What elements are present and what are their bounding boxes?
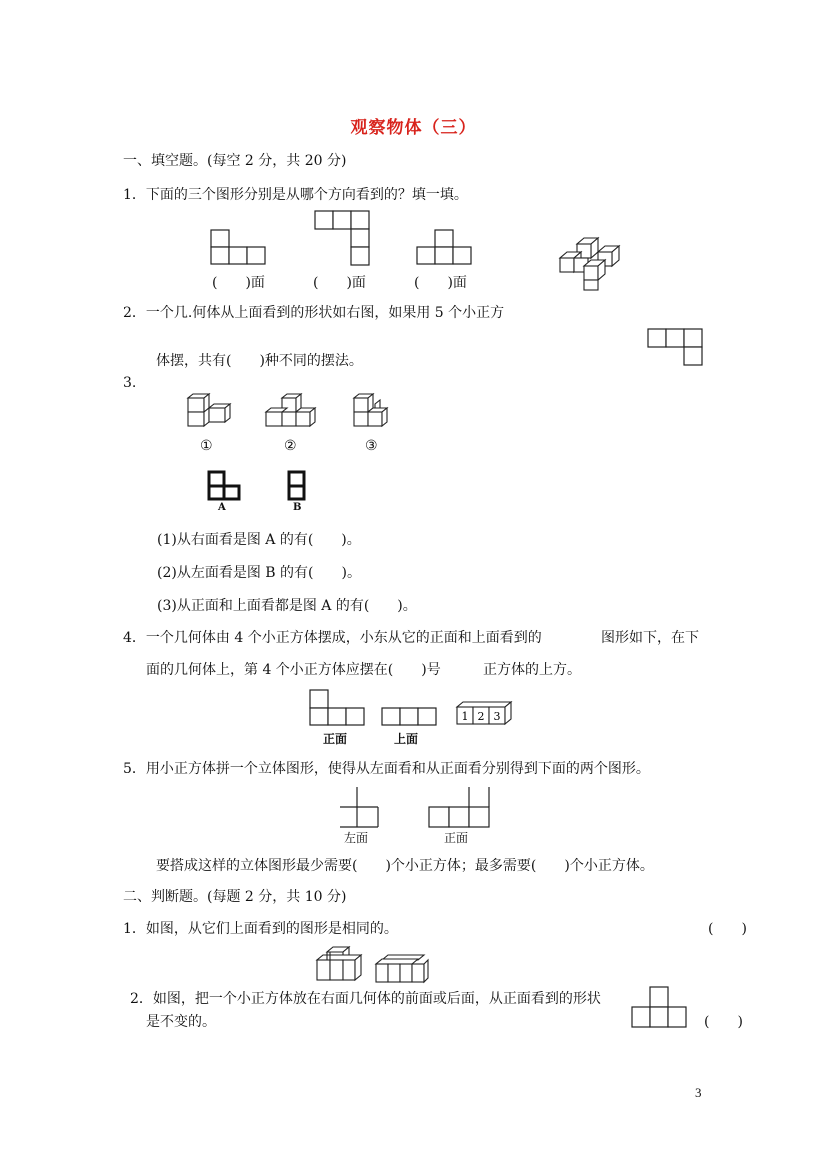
- q1-view-2: [312, 208, 372, 268]
- q5-left-view: [336, 785, 382, 829]
- q3-solid-1: [184, 392, 236, 436]
- q1-blank-1[interactable]: ( )面: [212, 275, 265, 291]
- q1-view-3: [414, 226, 476, 268]
- s2-q1-paren[interactable]: ( ): [708, 921, 747, 937]
- section2-heading: 二、判断题。(每题 2 分，共 10 分): [123, 889, 347, 905]
- q1-blank-2[interactable]: ( )面: [313, 275, 366, 291]
- q3-number: 3.: [123, 375, 137, 391]
- s2-q2-line1: 2．如图，把一个小正方体放在右面几何体的前面或后面，从正面看到的形状: [130, 991, 601, 1007]
- s2-q1-solid-2: [372, 952, 432, 986]
- q3-solid-label-2: ②: [284, 438, 297, 454]
- q3-solid-3: [350, 392, 394, 436]
- q4-line2b: 正方体的上方。: [483, 662, 581, 678]
- q3-sub-1: (1)从右面看是图 A 的有( )。: [157, 532, 361, 548]
- q4-caption-top: 上面: [394, 732, 419, 746]
- q2-line2: 体摆，共有( )种不同的摆法。: [156, 353, 363, 369]
- q4-cube-number-3: 3: [493, 710, 501, 723]
- section1-heading: 一、填空题。(每空 2 分，共 20 分): [123, 153, 347, 169]
- q4-top-view: [380, 706, 440, 728]
- q4-cube-number-2: 2: [477, 710, 485, 723]
- q4-line2a: 面的几何体上，第 4 个小正方体应摆在( )号: [146, 662, 441, 678]
- q4-caption-front: 正面: [323, 732, 348, 746]
- q1-blank-3[interactable]: ( )面: [414, 275, 467, 291]
- q3-sub-2: (2)从左面看是图 B 的有( )。: [157, 565, 361, 581]
- q3-view-B: [286, 469, 308, 503]
- q5-caption-left: 左面: [344, 831, 369, 845]
- q4-solid: [455, 699, 521, 729]
- page-title: 观察物体（三）: [350, 118, 477, 138]
- q5-front-view: [426, 785, 492, 829]
- q1-view-1: [208, 226, 270, 268]
- q4-front-view: [308, 688, 368, 728]
- q3-solid-2: [262, 392, 318, 436]
- q3-solid-label-3: ③: [365, 438, 378, 454]
- q3-view-label-A: A: [218, 502, 226, 513]
- q5-answer: 要搭成这样的立体图形最少需要( )个小正方体；最多需要( )个小正方体。: [156, 858, 654, 874]
- q3-sub-3: (3)从正面和上面看都是图 A 的有( )。: [157, 598, 417, 614]
- q4-line1a: 4．一个几何体由 4 个小正方体摆成，小东从它的正面和上面看到的: [123, 630, 542, 646]
- s2-q1-text: 1．如图，从它们上面看到的图形是相同的。: [123, 921, 398, 937]
- page-number: 3: [695, 1085, 702, 1100]
- q2-line1: 2．一个几.何体从上面看到的形状如右图，如果用 5 个小正方: [123, 305, 505, 321]
- q5-text: 5．用小正方体拼一个立体图形，使得从左面看和从正面看分别得到下面的两个图形。: [123, 761, 650, 777]
- q1-solid: [555, 232, 625, 294]
- q2-top-view: [645, 327, 705, 369]
- q5-caption-front: 正面: [444, 831, 469, 845]
- q3-view-A: [206, 469, 244, 503]
- s2-q2-figure: [630, 985, 690, 1029]
- q4-line1b: 图形如下，在下: [601, 630, 699, 646]
- s2-q2-line2: 是不变的。: [146, 1014, 216, 1030]
- s2-q2-paren[interactable]: ( ): [704, 1014, 743, 1030]
- q3-view-label-B: B: [293, 502, 302, 513]
- s2-q1-solid-1: [313, 944, 363, 984]
- q4-cube-number-1: 1: [461, 710, 469, 723]
- q1-text: 1．下面的三个图形分别是从哪个方向看到的？填一填。: [123, 187, 468, 203]
- q3-solid-label-1: ①: [200, 438, 213, 454]
